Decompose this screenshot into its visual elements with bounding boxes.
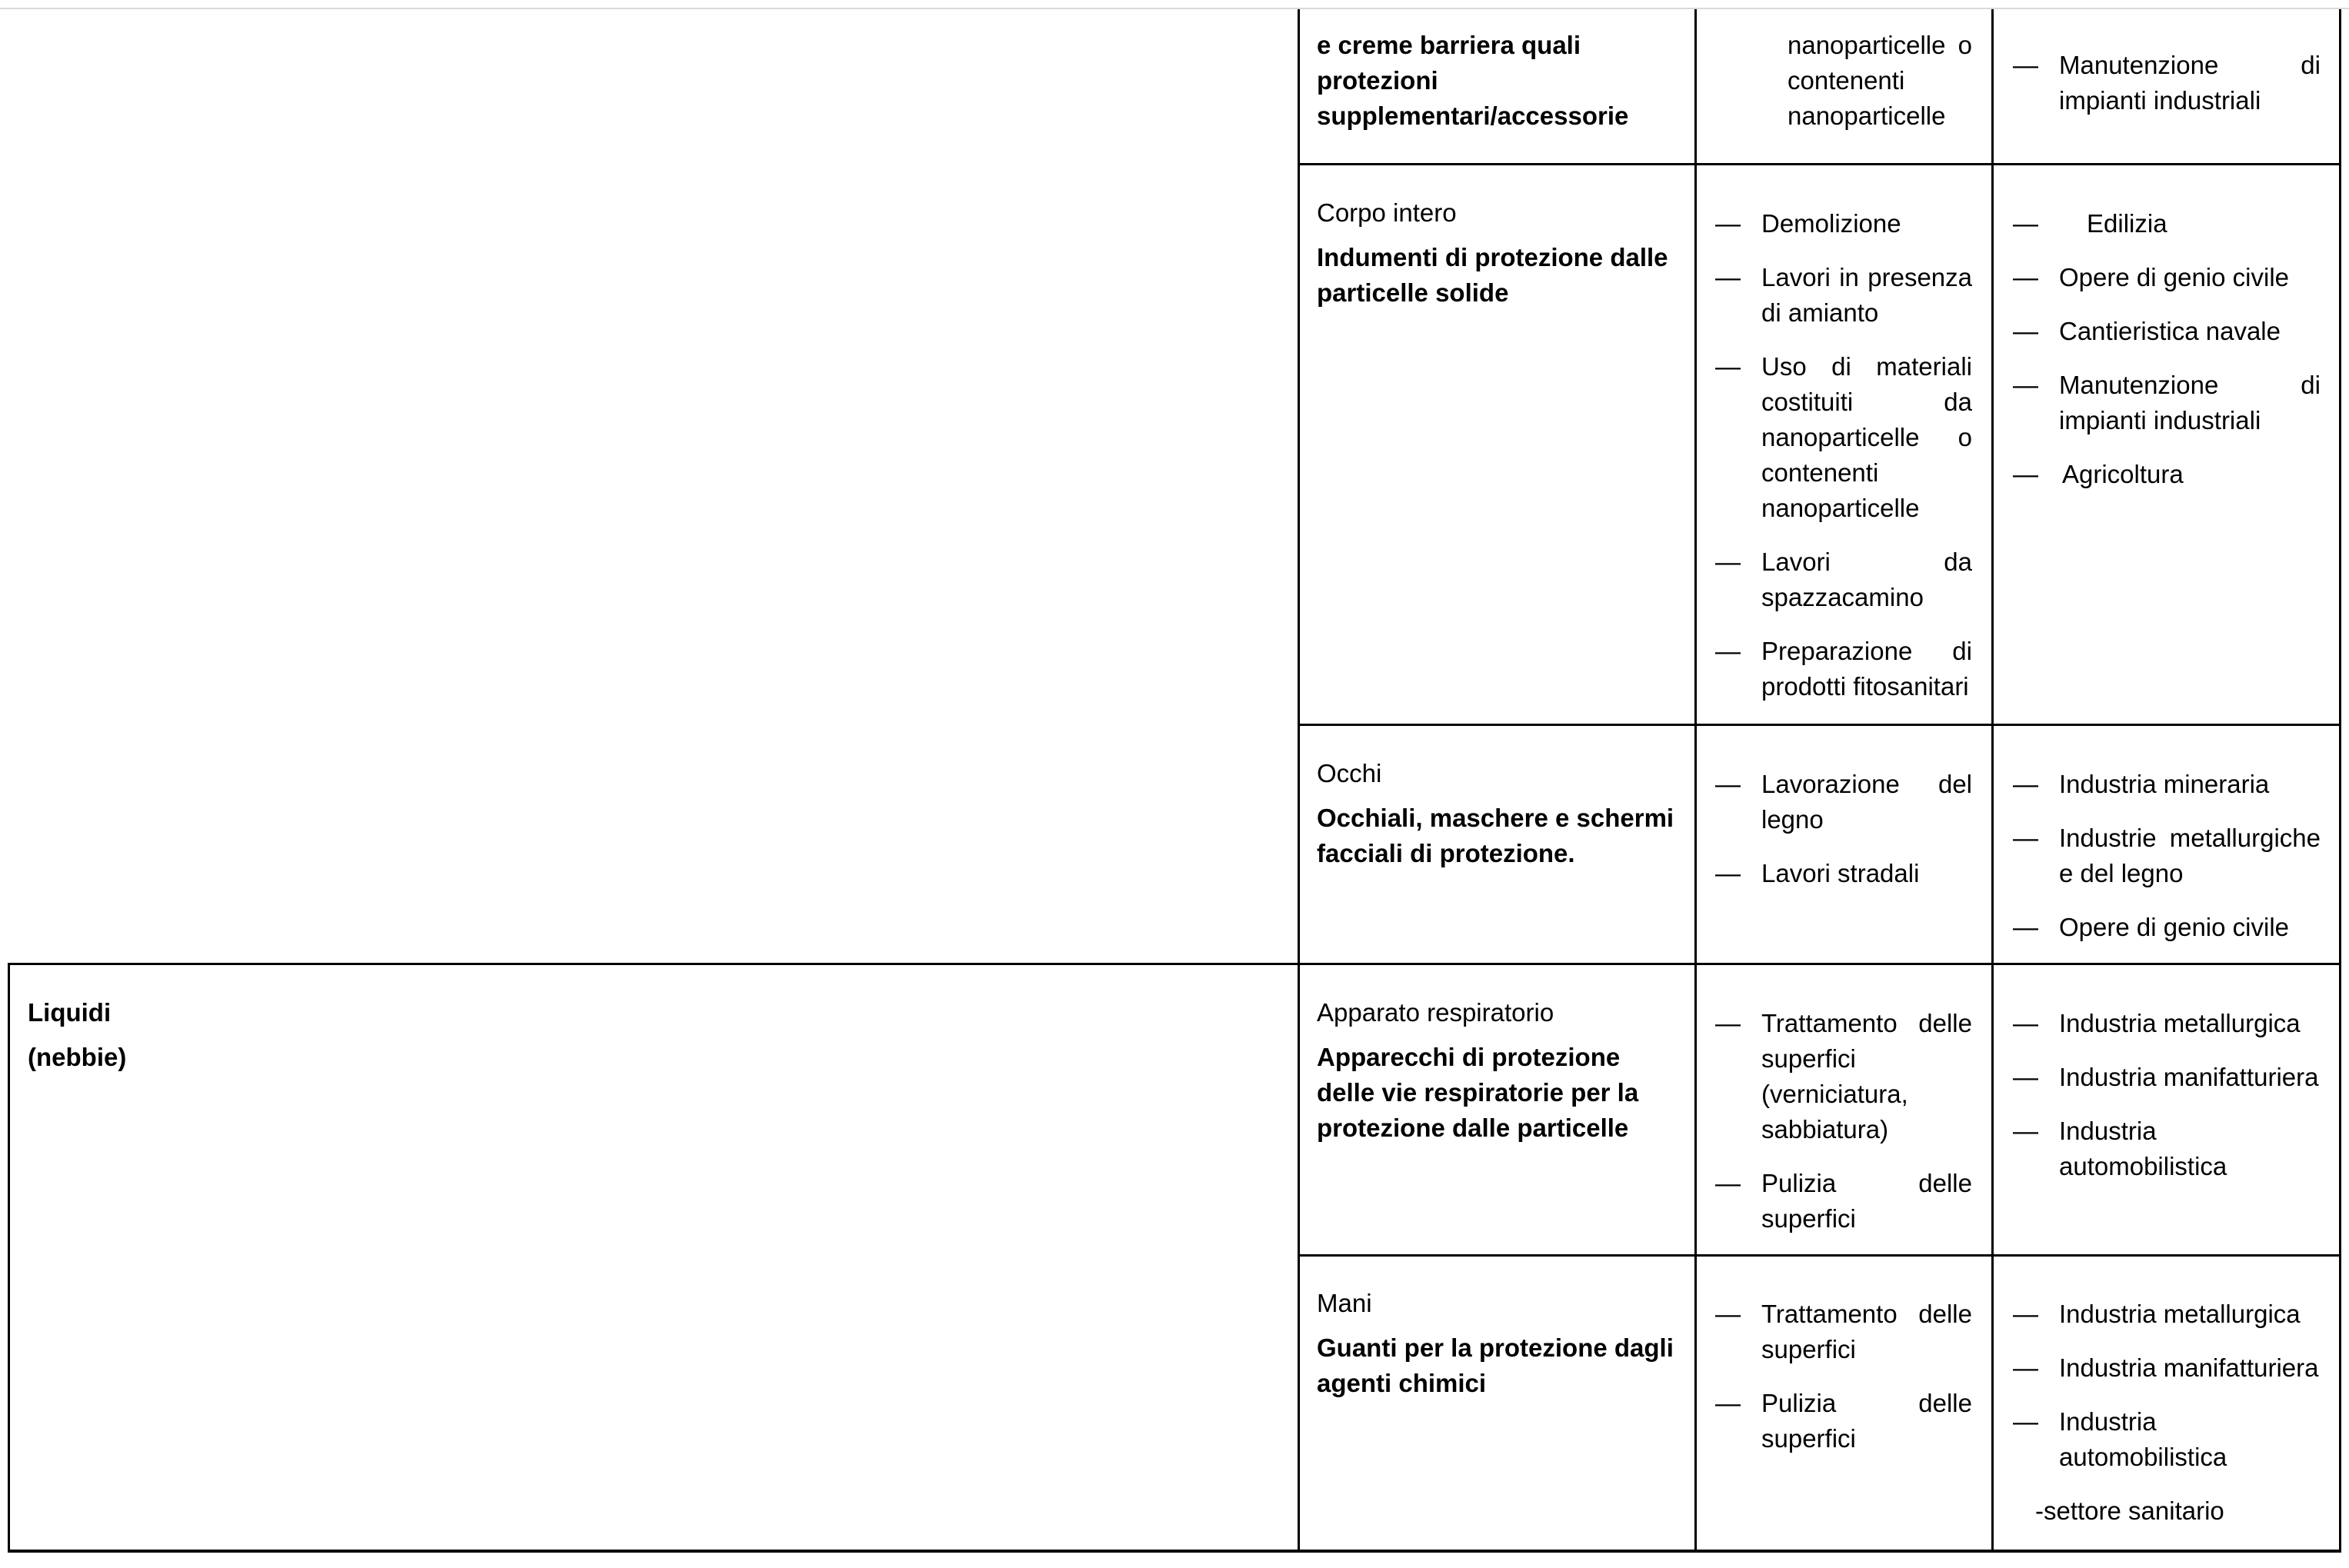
sector-item: — Cantieristica navale <box>2013 314 2321 349</box>
sector-item: — Manutenzione di impianti industriali <box>2013 48 2321 118</box>
sector-item: — Opere di genio civile <box>2013 910 2321 945</box>
activities-cell-row-1 <box>1715 206 1972 723</box>
sector-item: — Industria metallurgica <box>2013 1006 2321 1041</box>
sector-item: — Opere di genio civile <box>2013 260 2321 295</box>
dpi-text: Apparecchi di protezione delle vie respiratorie per la protezione dalle particelle <box>1317 1043 1639 1142</box>
activities-cell-row-2 <box>1715 767 1972 910</box>
sector-item: — Industria manifatturiera <box>2013 1350 2321 1386</box>
activity-item: — Uso di materiali costituiti da nanoparticelle o contenenti nanoparticelle <box>1715 349 1972 526</box>
body-part-label: Corpo intero <box>1317 198 1457 227</box>
body-part-cell-row-1 <box>1317 195 1678 311</box>
activities-cell-row-0 <box>1741 28 1972 152</box>
sector-item: — Industria manifatturiera <box>2013 1060 2321 1095</box>
table-border-left <box>8 964 10 1552</box>
activity-item: — Trattamento delle superfici (verniciatura, sabbiatura) <box>1715 1006 1972 1147</box>
table-column-divider-1 <box>1298 9 1300 1552</box>
body-part-cell-row-3 <box>1317 995 1678 1146</box>
table-column-divider-2 <box>1694 9 1697 1552</box>
sector-item: — Edilizia <box>2013 206 2321 241</box>
activity-item: — Lavori in presenza di amianto <box>1715 260 1972 331</box>
agent-qualifier: (nebbie) <box>28 1043 127 1071</box>
table-border-right <box>2339 9 2341 1552</box>
activity-item: — Pulizia delle superfici <box>1715 1386 1972 1456</box>
body-part-label: Apparato respiratorio <box>1317 998 1554 1027</box>
table-column-divider-3 <box>1991 9 1994 1552</box>
sector-item: — Manutenzione di impianti industriali <box>2013 368 2321 438</box>
sector-item: — Industria automobilistica <box>2013 1404 2197 1475</box>
dpi-text: e creme barriera quali protezioni supplementari/accessorie <box>1317 31 1629 130</box>
dpi-text: Indumenti di protezione dalle particelle solide <box>1317 243 1668 307</box>
table-border-bottom <box>8 1550 2341 1553</box>
sectors-cell-row-3 <box>2013 1006 2321 1203</box>
row-divider-1 <box>1298 163 2341 165</box>
activity-item: — Preparazione di prodotti fitosanitari <box>1715 634 1972 704</box>
body-part-cell-row-2 <box>1317 756 1678 871</box>
sectors-cell-row-0 <box>2013 48 2321 137</box>
agent-cell-row-3 <box>28 995 489 1075</box>
dpi-cell-row-0 <box>1317 28 1678 134</box>
body-part-label: Mani <box>1317 1289 1372 1317</box>
sector-item: — Industria automobilistica <box>2013 1114 2197 1184</box>
sector-item: — Industria mineraria <box>2013 767 2321 802</box>
sectors-cell-row-2 <box>2013 767 2321 964</box>
activity-item: — Pulizia delle superfici <box>1715 1166 1972 1237</box>
sectors-cell-row-1 <box>2013 206 2321 511</box>
page-top-edge <box>0 8 2349 9</box>
activities-cell-row-4 <box>1715 1297 1972 1475</box>
sector-item: — Agricoltura <box>2013 457 2321 492</box>
activities-cell-row-3 <box>1715 1006 1972 1255</box>
activity-item: — Lavori stradali <box>1715 856 1972 891</box>
sector-extra: -settore sanitario <box>2035 1496 2224 1525</box>
row-divider-3 <box>8 963 2341 965</box>
dpi-text: Occhiali, maschere e schermi facciali di protezione. <box>1317 804 1674 867</box>
sectors-cell-row-4 <box>2013 1297 2321 1529</box>
activity-item: — Trattamento delle superfici <box>1715 1297 1972 1367</box>
body-part-cell-row-4 <box>1317 1286 1678 1401</box>
sector-item: — Industrie metallurgiche e del legno <box>2013 821 2321 891</box>
activity-item: nanoparticelle o contenenti nanoparticelle <box>1788 31 1972 130</box>
dpi-text: Guanti per la protezione dagli agenti chimici <box>1317 1333 1674 1397</box>
activity-item: — Lavori da spazzacamino <box>1715 544 1972 615</box>
activity-item: — Lavorazione del legno <box>1715 767 1972 837</box>
sector-item: — Industria metallurgica <box>2013 1297 2321 1332</box>
row-divider-2 <box>1298 724 2341 726</box>
body-part-label: Occhi <box>1317 759 1382 787</box>
activity-item: — Demolizione <box>1715 206 1972 241</box>
agent-name: Liquidi <box>28 998 112 1027</box>
